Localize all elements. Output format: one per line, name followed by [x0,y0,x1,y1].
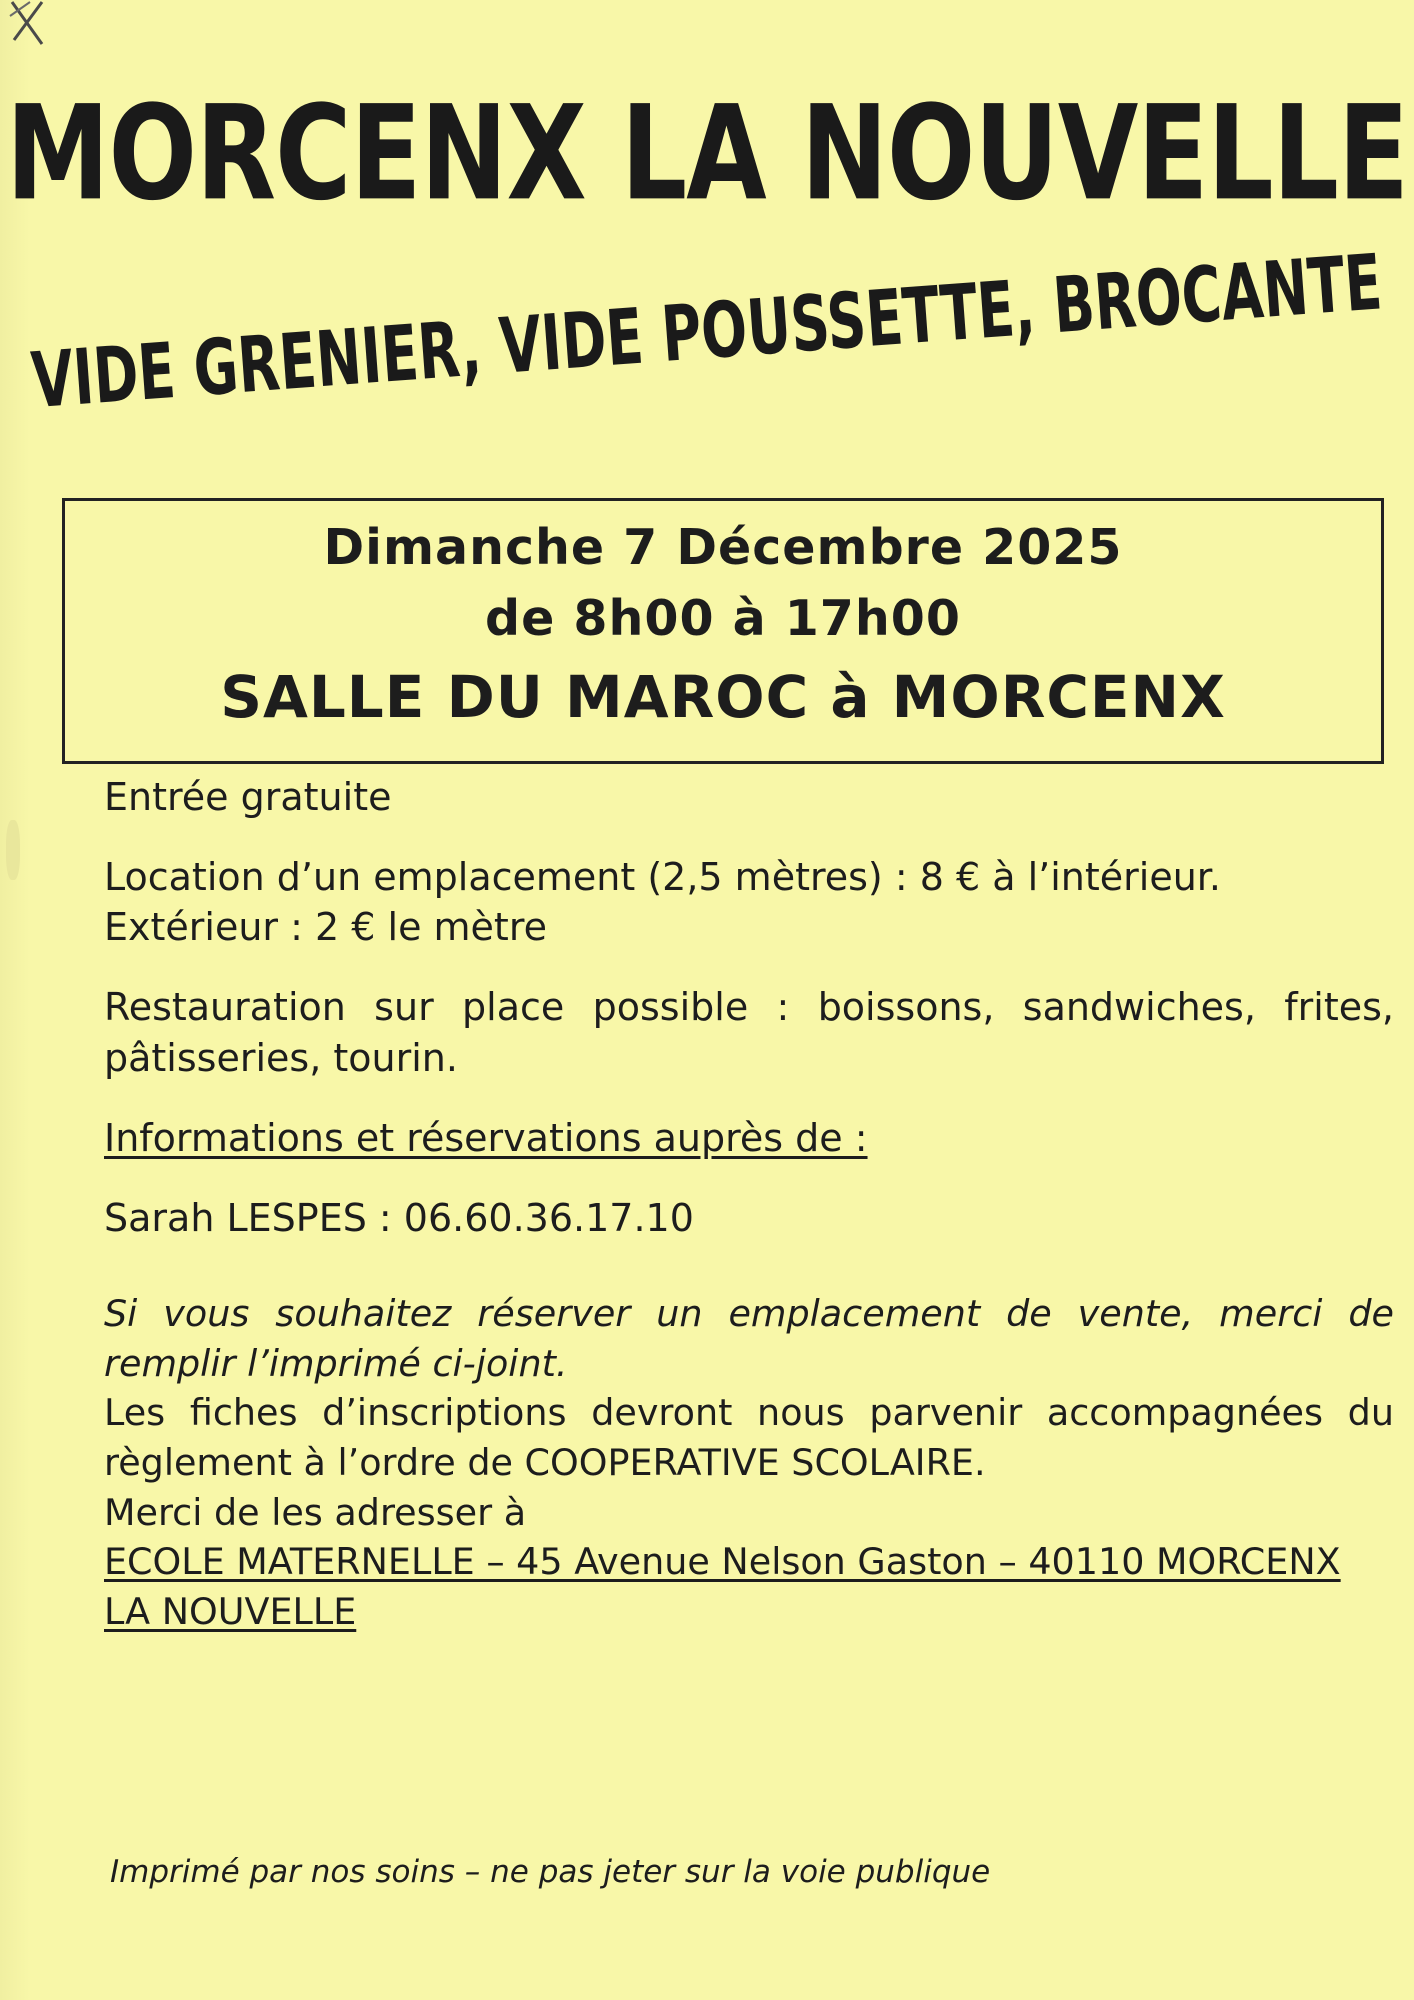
page-subtitle: VIDE GRENIER, VIDE POUSSETTE, BROCANTE [28,237,1386,426]
contact-phone: Sarah LESPES : 06.60.36.17.10 [104,1195,694,1240]
footer-disclaimer: Imprimé par nos soins – ne pas jeter sur la voie publique [110,1854,991,1890]
event-hours: de 8h00 à 17h00 [485,590,961,647]
page-title: MORCENX LA NOUVELLE [6,78,1408,231]
pricing-exterior-text: Extérieur : 2 € le mètre [104,905,547,950]
pricing-interior-text: Location d’un emplacement (2,5 mètres) : 8 € à l’intérieur. [104,855,1222,900]
address-line-1: ECOLE MATERNELLE – 45 Avenue Nelson Gaston – 40110 MORCENX [104,1540,1341,1584]
poster-body [104,772,1394,1666]
scan-smudge [6,820,20,880]
event-details-box [62,498,1384,764]
address-intro: Merci de les adresser à [104,1490,527,1534]
event-venue: SALLE DU MAROC à MORCENX [220,663,1226,731]
catering-text: Restauration sur place possible : boissons, sandwiches, frites, pâtisseries, tourin. [104,985,1394,1080]
reservation-note: Si vous souhaitez réserver un emplacement de vente, merci de remplir l’imprimé ci-joint. [104,1292,1394,1385]
event-date: Dimanche 7 Décembre 2025 [323,519,1123,576]
info-heading: Informations et réservations auprès de : [104,1115,868,1160]
scan-corner-fold-icon [8,0,68,70]
payment-note: Les fiches d’inscriptions devront nous parvenir accompagnées du règlement à l’ordre de COOPERATIVE SCOLAIRE. [104,1391,1394,1484]
entry-fee-text: Entrée gratuite [104,775,392,819]
address-line-2: LA NOUVELLE [104,1589,357,1633]
subtitle-wrapper [0,237,1414,426]
